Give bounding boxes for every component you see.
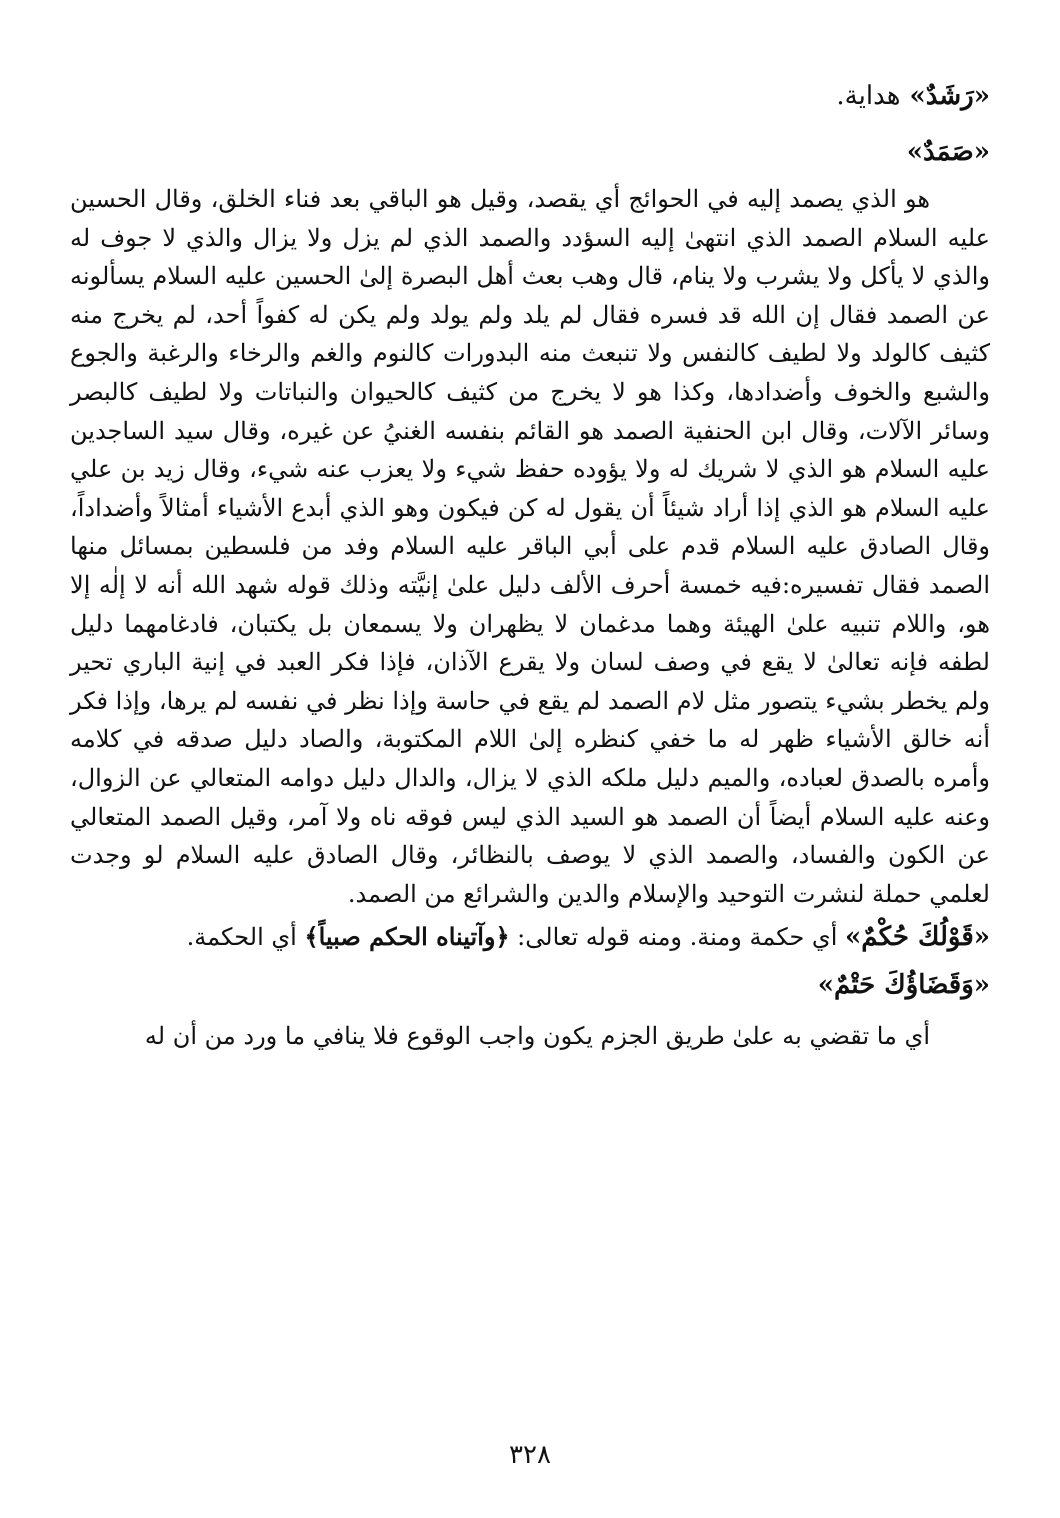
entry-hatm-term: «وَقَضَاؤُكَ حَتْمٌ» [817, 970, 990, 1001]
entry-rushd [70, 68, 990, 124]
entry-hukm-verse: ﴿وآتيناه الحكم صبياً﴾ [304, 922, 510, 952]
entry-samad-body: هو الذي يصمد إليه في الحوائج أي يقصد، وقيل هو الباقي بعد فناء الخلق، وقال الحسين عليه السلام الصمد الذي انتهىٰ إليه السؤدد والصمد الذي لم يزل ولا يزال والذي لا جوف له والذي لا يأكل ولا يشرب ولا ينام، قال وهب بعث أهل البصرة إلىٰ الحسين عليه السلام يسألونه عن الصمد فقال إن الله قد فسره فقال لم يلد ولم يولد ولم يكن له كفواً أحد، لم يخرج منه كثيف كالولد ولا لطيف كالنفس ولا تنبعث منه البدورات كالنوم والغم والرخاء والرغبة والجوع والشبع والخوف وأضدادها، وكذا هو لا يخرج من كثيف كالحيوان والنباتات ولا لطيف كالبصر وسائر الآلات، وقال ابن الحنفية الصمد هو القائم بنفسه الغنيُ عن غيره، وقال سيد الساجدين عليه السلام هو الذي لا شريك له ولا يؤوده حفظ شيء ولا يعزب عنه شيء، وقال زيد بن علي عليه السلام هو الذي إذا أراد شيئاً أن يقول له كن فيكون وهو الذي أبدع الأشياء أمثالاً وأضداداً، وقال الصادق عليه السلام قدم على أبي الباقر عليه السلام وفد من فلسطين بمسائل منها الصمد فقال تفسيره:فيه خمسة أحرف الألف دليل علىٰ إنيَّته وذلك قوله شهد الله أنه لا إلٰه إلا هو، واللام تنبيه علىٰ الهيئة وهما مدغمان لا يظهران ولا يسمعان بل يكتبان، فادغامهما دليل لطفه فإنه تعالىٰ لا يقع في وصف لسان ولا يقرع الآذان، فإذا فكر العبد في إنية الباري تحير ولم يخطر بشيء يتصور مثل لام الصمد لم يقع في حاسة وإذا نظر في نفسه لم يرها، وإذا فكر أنه خالق الأشياء ظهر له ما خفي كنظره إلىٰ اللام المكتوبة، والصاد دليل صدقه في كلامه وأمره بالصدق لعباده، والميم دليل ملكه الذي لا يزال، والدال دليل دوامه المتعالي عن الزوال، وعنه عليه السلام أيضاً أن الصمد هو السيد الذي ليس فوقه ناه ولا آمر، وقيل الصمد المتعالي عن الكون والفساد، والصمد الذي لا يوصف بالنظائر، وقال الصادق عليه السلام لو وجدت لعلمي حملة لنشرت التوحيد والإسلام والدين والشرائع من الصمد. [70, 185, 991, 908]
entry-hukm [70, 917, 990, 957]
page-content [70, 68, 990, 1056]
entry-rushd-term: «رَشَدٌ» [909, 81, 990, 111]
entry-hatm-body: أي ما تقضي به علىٰ طريق الجزم يكون واجب الوقوع فلا ينافي ما ورد من أن له [144, 1022, 930, 1051]
entry-samad-term: «صَمَدٌ» [906, 137, 990, 167]
entry-hukm-text-before: أي حكمة ومنة. ومنه قوله تعالى: [517, 923, 838, 952]
entry-hukm-text-after: أي الحكمة. [186, 923, 297, 952]
page-number: ٣٢٨ [509, 1440, 551, 1470]
entry-rushd-definition: هداية. [836, 81, 901, 111]
entry-hukm-term: «قَوْلُكَ حُكْمٌ» [845, 922, 990, 953]
